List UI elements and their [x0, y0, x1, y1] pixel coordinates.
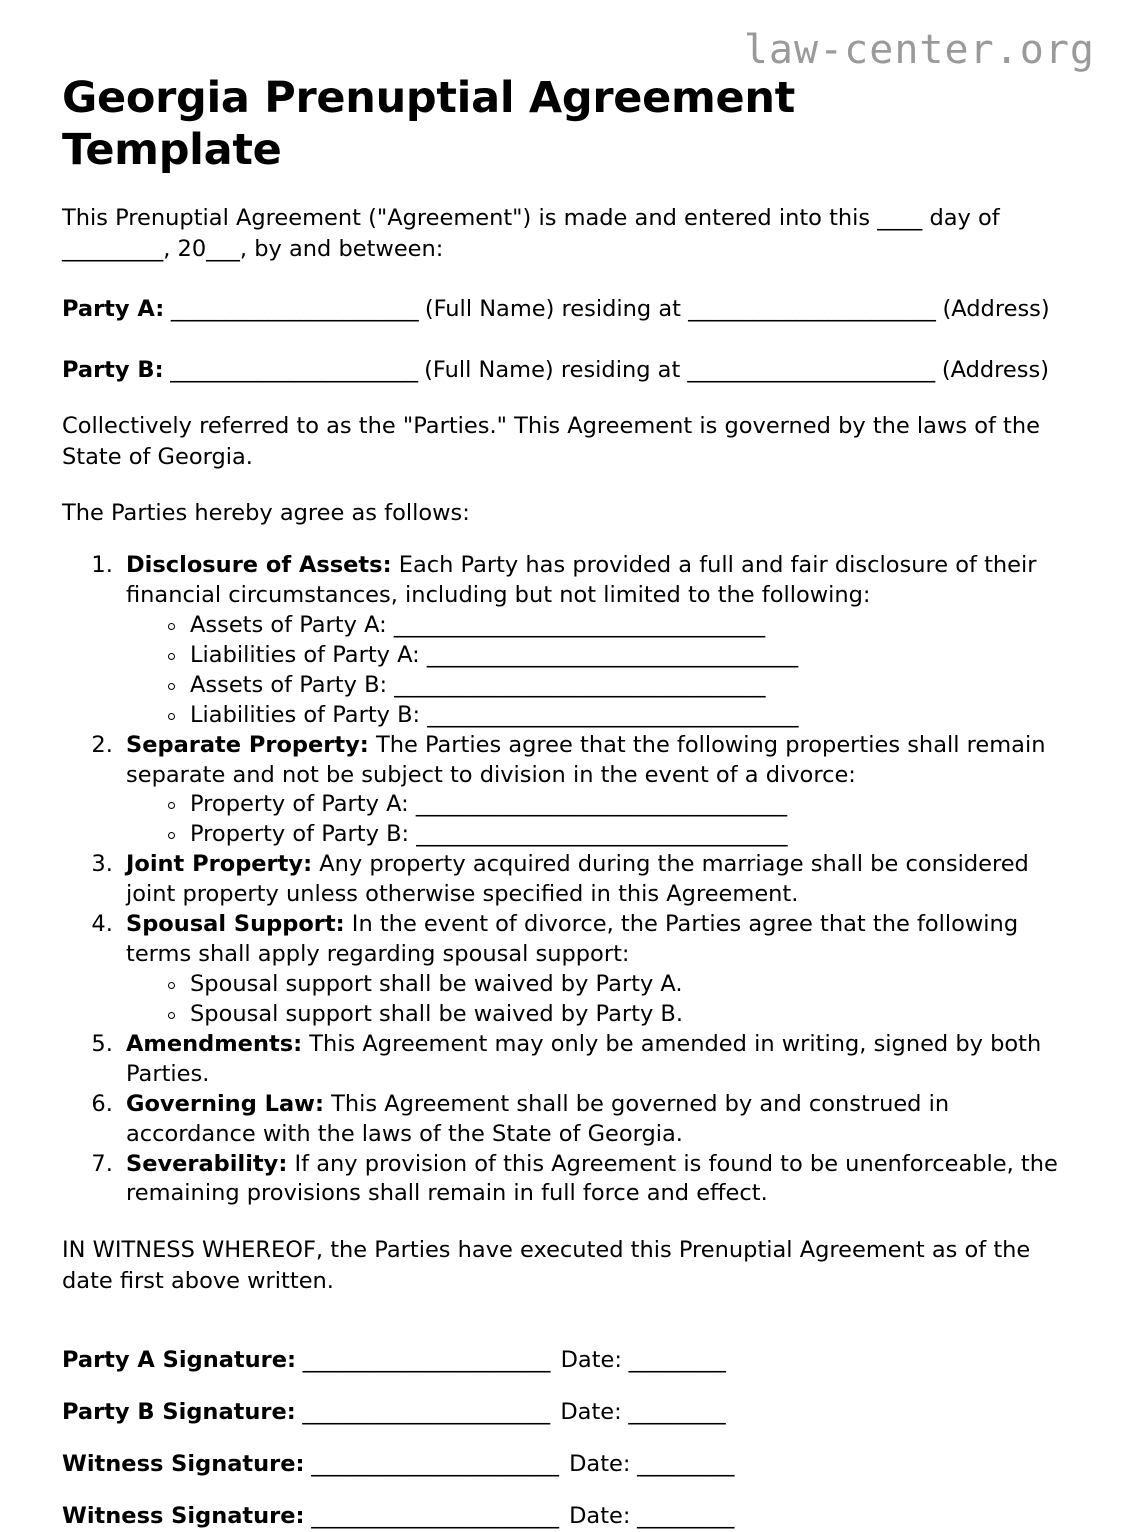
clause-item	[120, 910, 1071, 1030]
clause-text: This Agreement may only be amended in writing, signed by both Parties.	[126, 1030, 1042, 1087]
clause-subitem[interactable]: Spousal support shall be waived by Party A.	[164, 970, 1071, 1000]
page-title: Georgia Prenuptial Agreement Template	[62, 73, 795, 176]
signature-label: Party A Signature:	[62, 1346, 297, 1373]
signature-line	[62, 1375, 1071, 1427]
party-b-line	[62, 325, 1071, 386]
date-blank[interactable]: _________	[621, 1346, 726, 1373]
date-label: Date:	[569, 1503, 631, 1530]
signature-label: Party B Signature:	[62, 1398, 296, 1425]
party-a-address-label: (Address)	[942, 296, 1050, 323]
clause-subitem[interactable]: Liabilities of Party B: _________________________________	[164, 701, 1071, 731]
clause-item	[120, 850, 1071, 910]
clause-text: Each Party has provided a full and fair disclosure of their financial circumstances, including but not limited to the following:	[126, 552, 1037, 608]
clause-title: Governing Law:	[126, 1090, 324, 1117]
party-b-address-blank[interactable]: _______________________	[687, 356, 935, 383]
party-a-name-blank[interactable]: _______________________	[164, 296, 425, 323]
clause-subitem[interactable]: Liabilities of Party A: _________________________________	[164, 641, 1071, 671]
clause-text: In the event of divorce, the Parties agree that the following terms shall apply regarding spousal support:	[126, 911, 1019, 968]
signature-blank[interactable]: _______________________	[296, 1346, 557, 1373]
party-a-label: Party A:	[62, 296, 165, 323]
clause-subitem[interactable]: Assets of Party B: _________________________________	[164, 671, 1071, 701]
clause-text: This Agreement shall be governed by and construed in accordance with the laws of the State of Georgia.	[126, 1090, 950, 1147]
clause-subitem[interactable]: Property of Party A: _________________________________	[164, 790, 1071, 820]
clause-title: Disclosure of Assets:	[126, 552, 392, 579]
clause-title: Joint Property:	[126, 851, 313, 878]
date-label: Date:	[560, 1398, 622, 1425]
signature-block	[62, 1297, 1071, 1532]
clause-subitem[interactable]: Property of Party B: _________________________________	[164, 820, 1071, 850]
signature-label: Witness Signature:	[62, 1503, 305, 1530]
signature-blank[interactable]: _______________________	[295, 1398, 557, 1425]
party-a-middle-text: (Full Name) residing at	[424, 296, 689, 323]
party-b-middle-text: (Full Name) residing at	[424, 356, 688, 383]
clause-title: Spousal Support:	[126, 911, 345, 938]
clause-item	[120, 731, 1071, 851]
site-watermark: law-center.org	[743, 27, 1095, 73]
clause-text: If any provision of this Agreement is found to be unenforceable, the remaining provisions shall remain in full force and effect.	[126, 1150, 1058, 1207]
clause-item	[120, 551, 1071, 731]
party-b-address-label: (Address)	[941, 356, 1049, 383]
clause-subitem[interactable]: Spousal support shall be waived by Party B.	[164, 1000, 1071, 1030]
signature-line	[62, 1479, 1071, 1531]
clause-text: Any property acquired during the marriage shall be considered joint property unless otherwise specified in this Agreement.	[126, 851, 1029, 908]
date-blank[interactable]: _________	[630, 1451, 734, 1478]
party-b-label: Party B:	[62, 356, 164, 383]
clause-item	[120, 1150, 1071, 1210]
signature-blank[interactable]: _______________________	[304, 1451, 566, 1478]
date-label: Date:	[560, 1346, 622, 1373]
clause-title: Amendments:	[126, 1030, 303, 1057]
clause-title: Severability:	[126, 1150, 288, 1177]
clause-list	[62, 529, 1071, 1209]
date-blank[interactable]: _________	[630, 1503, 734, 1530]
intro-paragraph: This Prenuptial Agreement ("Agreement") is made and entered into this ____ day of _________, 20___, by and between:	[62, 204, 1000, 262]
date-blank[interactable]: _________	[621, 1398, 726, 1425]
signature-line	[62, 1323, 1071, 1375]
date-label: Date:	[569, 1451, 631, 1478]
witness-paragraph: IN WITNESS WHEREOF, the Parties have executed this Prenuptial Agreement as of the date first above written.	[62, 1237, 1031, 1294]
clause-subitem-list	[126, 790, 1071, 850]
signature-label: Witness Signature:	[62, 1451, 305, 1478]
collective-paragraph: Collectively referred to as the "Parties." This Agreement is governed by the laws of the State of Georgia.	[62, 413, 1040, 470]
clause-text: The Parties agree that the following properties shall remain separate and not be subject to division in the event of a divorce:	[126, 731, 1046, 788]
signature-blank[interactable]: _______________________	[304, 1503, 566, 1530]
clause-title: Separate Property:	[126, 731, 369, 758]
party-a-line	[62, 264, 1071, 325]
agree-intro-paragraph: The Parties hereby agree as follows:	[62, 500, 470, 527]
clause-item	[120, 1090, 1071, 1150]
clause-subitem-list	[126, 970, 1071, 1030]
clause-subitem-list	[126, 611, 1071, 731]
clause-subitem[interactable]: Assets of Party A: _________________________________	[164, 611, 1071, 641]
signature-line	[62, 1427, 1071, 1479]
party-b-name-blank[interactable]: _______________________	[163, 356, 425, 383]
party-a-address-blank[interactable]: _______________________	[688, 296, 936, 323]
clause-item	[120, 1030, 1071, 1090]
parties-section	[62, 264, 1071, 385]
